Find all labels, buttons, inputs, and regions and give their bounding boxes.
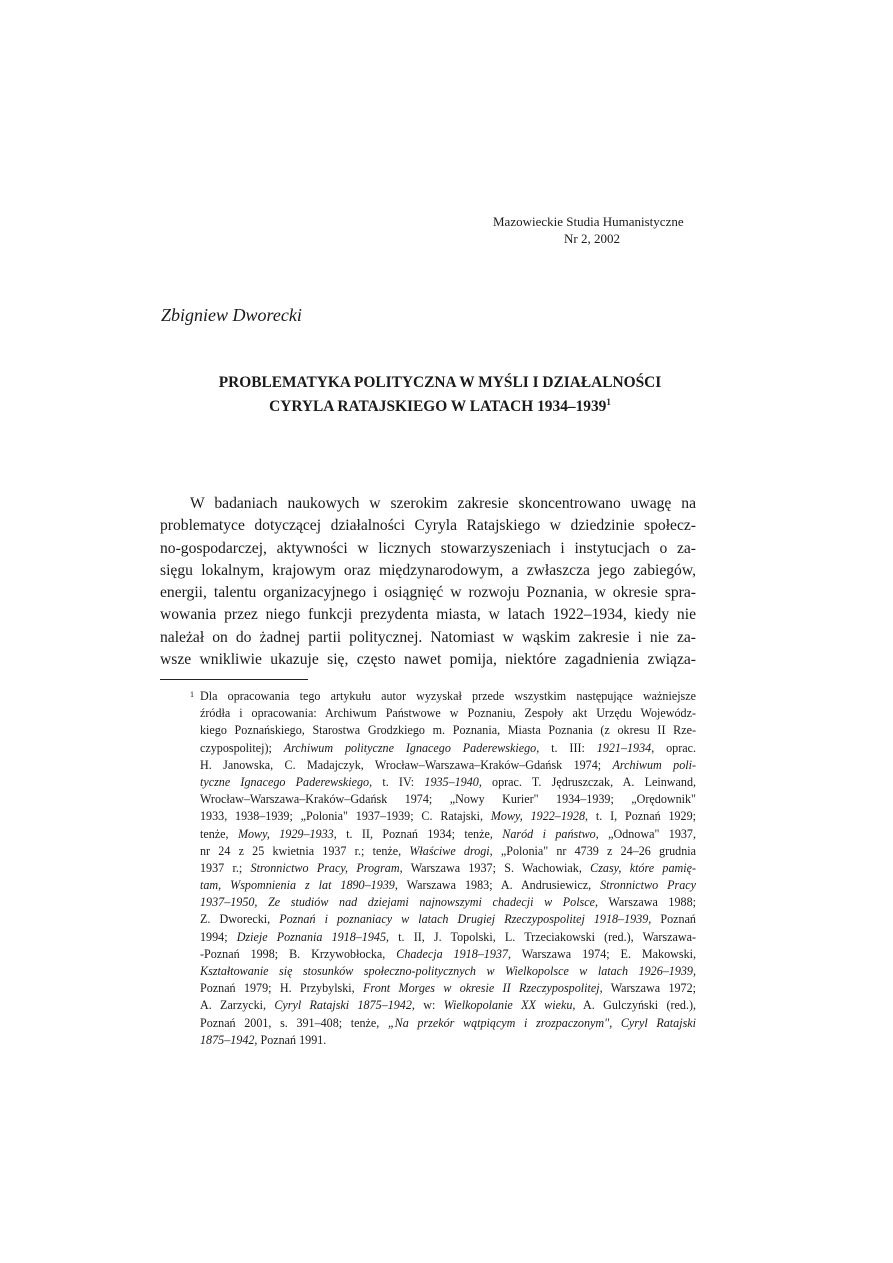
fn-seg: Poznań 1979; H. Przybylski, bbox=[200, 981, 364, 996]
fn-seg: , t. II, Poznań 1934; tenże, bbox=[333, 826, 503, 841]
fn-seg: , t. II, J. Topolski, L. Trzeciakowski (red.), Warszawa- bbox=[386, 929, 696, 944]
footnote-line-1 bbox=[160, 688, 696, 705]
fn-italic: Archiwum poli- bbox=[612, 757, 696, 772]
footnote-text bbox=[160, 894, 696, 911]
fn-seg: , w: bbox=[411, 998, 444, 1013]
fn-seg: , Warszawa 1972; bbox=[599, 981, 696, 996]
footnote-separator bbox=[160, 679, 308, 680]
footnote-text bbox=[160, 808, 696, 825]
footnote-text: źródła i opracowania: Archiwum Państwowe w Poznaniu, Zespoły akt Urzędu Wojewódz- bbox=[200, 706, 696, 721]
body-line: no-gospodarczej, aktywności w licznych stowarzyszeniach i instytucjach o za- bbox=[160, 539, 696, 557]
fn-seg: 1994; bbox=[200, 929, 237, 944]
fn-seg: , A. Gulczyński (red.), bbox=[572, 998, 696, 1013]
footnote-text bbox=[160, 1015, 696, 1032]
title-footnote-ref: 1 bbox=[606, 397, 611, 407]
footnote-text bbox=[160, 774, 696, 791]
author-name: Zbigniew Dworecki bbox=[161, 305, 302, 325]
footnote-text bbox=[160, 946, 696, 963]
fn-seg: 1933, 1938–1939; „Polonia" 1937–1939; C. Ratajski, bbox=[200, 809, 491, 824]
fn-italic: Naród i państwo bbox=[502, 826, 596, 841]
fn-italic: Dzieje Poznania 1918–1945 bbox=[236, 929, 386, 944]
footnote-text bbox=[160, 826, 696, 843]
body-line: W badaniach naukowych w szerokim zakresie skoncentrowano uwagę na bbox=[190, 495, 696, 512]
fn-seg: Poznań 2001, s. 391–408; tenże, bbox=[200, 1015, 388, 1030]
fn-seg: , t. IV: bbox=[369, 774, 425, 789]
footnote-text bbox=[160, 877, 696, 894]
fn-seg: , Poznań bbox=[648, 912, 696, 927]
fn-seg: , Poznań 1991. bbox=[254, 1032, 327, 1047]
fn-italic: „Na przekór wątpiącym i zrozpaczonym", Cyryl Ratajski bbox=[387, 1015, 696, 1030]
fn-italic: tam, Wspomnienia z lat 1890–1939 bbox=[200, 878, 395, 893]
body-line: energii, talentu organizacyjnego i osiągnięć w rozwoju Poznania, w okresie spra- bbox=[160, 584, 696, 602]
fn-italic: Właściwe drogi bbox=[409, 843, 490, 858]
fn-italic: Cyryl Ratajski 1875–1942 bbox=[274, 998, 412, 1013]
fn-seg: , t. III: bbox=[536, 740, 597, 755]
footnote-text bbox=[160, 929, 696, 946]
fn-seg: tenże, bbox=[200, 826, 238, 841]
footnote-text: kiego Poznańskiego, Starostwa Grodzkiego m. Poznania, Miasta Poznania (z okresu II Rze- bbox=[200, 723, 696, 738]
body-line: sięgu lokalnym, krajowym oraz międzynarodowym, a zwłaszcza jego zabiegów, bbox=[160, 561, 696, 579]
fn-seg: , „Odnowa" 1937, bbox=[595, 826, 696, 841]
fn-italic: Chadecja 1918–1937 bbox=[396, 946, 508, 961]
fn-italic: Czasy, które pamię- bbox=[590, 860, 696, 875]
title-line-2 bbox=[150, 395, 730, 419]
title-line-1: PROBLEMATYKA POLITYCZNA W MYŚLI I DZIAŁALNOŚCI bbox=[218, 374, 662, 391]
fn-italic: Wielkopolanie XX wieku bbox=[443, 998, 573, 1013]
footnote-text: Wrocław–Warszawa–Kraków–Gdańsk 1974; „Nowy Kurier" 1934–1939; „Orędownik" bbox=[200, 792, 696, 807]
fn-seg: -Poznań 1998; B. Krzywobłocka, bbox=[200, 946, 397, 961]
journal-name: Mazowieckie Studia Humanistyczne bbox=[493, 214, 684, 229]
fn-italic: Mowy, 1922–1928 bbox=[490, 809, 586, 824]
fn-italic: 1921–1934 bbox=[596, 740, 652, 755]
article-title bbox=[150, 371, 730, 419]
footnote-text: Dla opracowania tego artykułu autor wyzyskał przede wszystkim następujące ważniejsze bbox=[200, 689, 696, 703]
footnote-text bbox=[160, 1032, 696, 1049]
footnote-text bbox=[160, 740, 696, 757]
fn-italic: Mowy, 1929–1933 bbox=[237, 826, 334, 841]
journal-issue: Nr 2, 2002 bbox=[564, 231, 620, 246]
fn-seg: , „Polonia" nr 4739 z 24–26 grudnia bbox=[489, 843, 696, 858]
fn-italic: Stronnictwo Pracy bbox=[600, 878, 696, 893]
fn-seg: nr 24 z 25 kwietnia 1937 r.; tenże, bbox=[200, 843, 410, 858]
fn-seg: , Warszawa 1983; A. Andrusiewicz, bbox=[394, 878, 601, 893]
fn-seg: , oprac. T. Jędruszczak, A. Leinwand, bbox=[478, 774, 696, 789]
fn-seg: , Warszawa 1974; E. Makowski, bbox=[507, 946, 696, 961]
fn-seg: Z. Dworecki, bbox=[200, 912, 280, 927]
footnote-text bbox=[160, 963, 696, 980]
footnote-text bbox=[160, 843, 696, 860]
fn-seg: 1937 r.; bbox=[200, 860, 251, 875]
footnote-mark: 1 bbox=[190, 690, 194, 699]
footnote bbox=[160, 688, 696, 1049]
fn-italic: 1935–1940 bbox=[424, 774, 479, 789]
body-paragraph bbox=[160, 493, 696, 671]
footnote-text bbox=[160, 911, 696, 928]
title-line-2-text: CYRYLA RATAJSKIEGO W LATACH 1934–1939 bbox=[269, 398, 607, 415]
fn-seg: , Warszawa 1937; S. Wachowiak, bbox=[399, 860, 591, 875]
fn-seg: H. Janowska, C. Madajczyk, Wrocław–Warszawa–Kraków–Gdańsk 1974; bbox=[200, 757, 613, 772]
fn-seg: czypospolitej); bbox=[200, 740, 284, 755]
footnote-text bbox=[160, 757, 696, 774]
footnote-text bbox=[160, 980, 696, 997]
fn-seg: , t. I, Poznań 1929; bbox=[585, 809, 696, 824]
fn-italic: Stronnictwo Pracy, Program bbox=[250, 860, 400, 875]
fn-seg: , Warszawa 1988; bbox=[595, 895, 696, 910]
fn-italic: Poznań i poznaniacy w latach Drugiej Rzeczypospolitej 1918–1939 bbox=[279, 912, 649, 927]
fn-italic: Archiwum polityczne Ignacego Paderewskiego bbox=[283, 740, 537, 755]
fn-italic: Front Morges w okresie II Rzeczypospolitej bbox=[363, 981, 600, 996]
fn-italic: 1937–1950, Ze studiów nad dziejami najnowszymi chadecji w Polsce bbox=[200, 895, 595, 910]
fn-italic: 1875–1942 bbox=[200, 1032, 255, 1047]
body-line: wowania przez niego funkcji prezydenta miasta, w latach 1922–1934, kiedy nie bbox=[160, 606, 696, 624]
fn-seg: A. Zarzycki, bbox=[200, 998, 275, 1013]
fn-italic: Kształtowanie się stosunków społeczno-politycznych w Wielkopolsce w latach 1926–1939, bbox=[200, 964, 696, 978]
footnote-text bbox=[160, 997, 696, 1014]
body-line: problematyce dotyczącej działalności Cyryla Ratajskiego w dziedzinie społecz- bbox=[160, 517, 696, 535]
body-line: należał on do żadnej partii politycznej. Natomiast w wąskim zakresie i nie za- bbox=[160, 628, 696, 646]
body-line: wsze wnikliwie ukazuje się, często nawet pomija, niektóre zagadnienia związa- bbox=[160, 651, 696, 669]
footnote-text bbox=[160, 860, 696, 877]
fn-seg: , oprac. bbox=[651, 740, 696, 755]
fn-italic: tyczne Ignacego Paderewskiego bbox=[200, 774, 370, 789]
